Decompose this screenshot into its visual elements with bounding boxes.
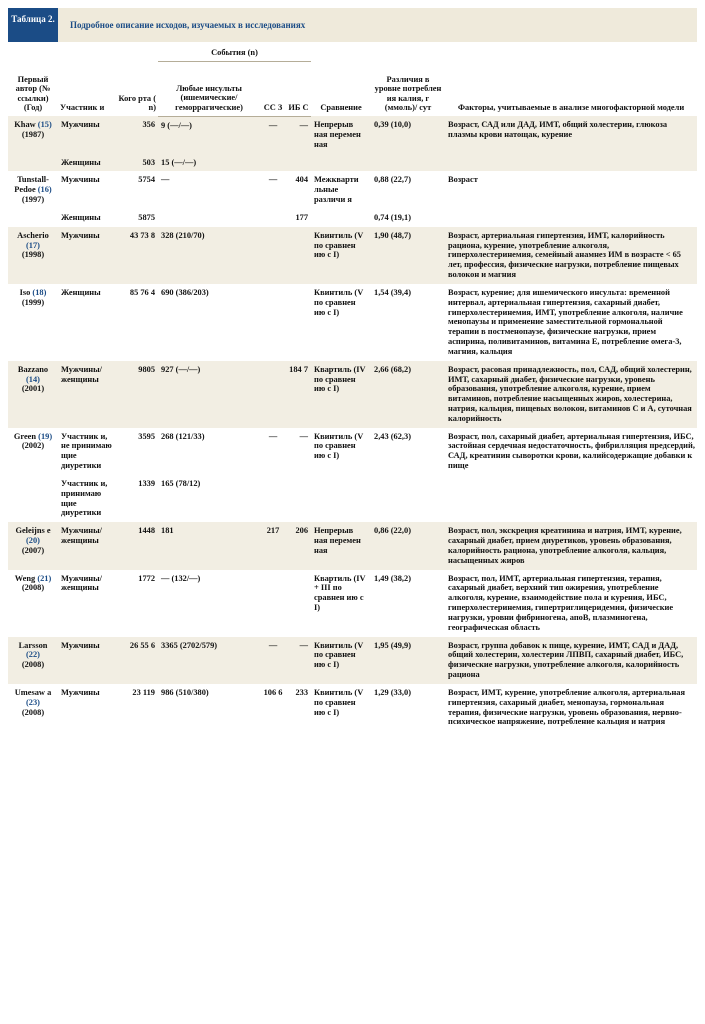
cell-participants <box>58 171 116 208</box>
cell-participants <box>58 154 116 172</box>
difference-text: 1,49 (38,2) <box>374 573 411 583</box>
difference-text: 0,86 (22,0) <box>374 526 411 536</box>
author-name: Khaw <box>14 120 36 130</box>
cell-chd <box>286 684 311 731</box>
cell-factors <box>445 428 697 475</box>
cell-stroke <box>158 116 260 153</box>
header-participants: Участник и <box>60 103 105 113</box>
factors-text: Возраст, курение; для ишемического инсульта: временной интервал, артериальная гипертензия, сахарный диабет, гиперхолестеринемия, ИМТ, употребление алкоголя, наличие менопаузы и применение заместительной гормональной терапии в постменопаузе, физические нагрузки, прием аспирина, поливитаминов, витамина Е, потребление омега-3, магния, кальция <box>448 287 683 356</box>
difference-text: 0,39 (10,0) <box>374 120 411 130</box>
cell-difference <box>371 684 445 731</box>
cell-stroke <box>158 570 260 637</box>
cell-author <box>8 284 58 361</box>
stroke-text: 3365 (2702/579) <box>161 640 218 650</box>
author-year: (2008) <box>21 660 45 670</box>
factors-text: Возраст, пол, экскреция креатинина и натрия, ИМТ, курение, сахарный диабет, прием диуретиков, уровень образования, калорийность рациона, употребление алкоголя, кальция, насыщенных жиров <box>448 526 682 565</box>
cell-participants <box>58 684 116 731</box>
cell-stroke <box>158 154 260 172</box>
cell-factors <box>445 171 697 208</box>
author-year: (2008) <box>21 707 45 717</box>
stroke-text: — <box>161 175 170 185</box>
participants-text: Участник и, принимаю щие диуретики <box>61 478 108 518</box>
cell-cohort <box>116 284 158 361</box>
factors-text: Возраст, расовая принадлежность, пол, САД, общий холестерин, ИМТ, сахарный диабет, физические нагрузки, уровень образования, употребление алкоголя, курение, прием витаминов, потребление насыщенных жиров, холестерина, натрия, кальция, пищевых волокон, витаминов С и А, суточная калорийность <box>448 364 692 423</box>
cell-chd <box>286 171 311 208</box>
cell-cvd <box>260 116 286 153</box>
cell-participants <box>58 428 116 475</box>
author-name: Tunstall-Pedoe <box>14 175 49 195</box>
cell-cvd <box>260 284 286 361</box>
cell-difference <box>371 227 445 284</box>
cell-comparison <box>311 171 371 208</box>
cell-author <box>8 522 58 569</box>
cell-difference <box>371 475 445 522</box>
table-row <box>8 684 697 731</box>
cohort-text: 503 <box>142 157 155 167</box>
cohort-text: 1772 <box>138 573 155 583</box>
cell-stroke <box>158 171 260 208</box>
table-row <box>8 637 697 684</box>
author-year: (2002) <box>21 441 45 451</box>
stroke-text: 181 <box>161 526 174 536</box>
cell-author <box>8 637 58 684</box>
table-row <box>8 570 697 637</box>
chd-text: — <box>299 431 308 441</box>
difference-text: 1,54 (39,4) <box>374 287 411 297</box>
author-name: Larsson <box>18 640 48 650</box>
cell-factors <box>445 116 697 153</box>
cell-stroke <box>158 227 260 284</box>
reference-link: (14) <box>26 374 40 384</box>
chd-text: 184 7 <box>289 364 308 374</box>
cell-participants <box>58 637 116 684</box>
stroke-text: 165 (78/12) <box>161 478 201 488</box>
cohort-text: 23 119 <box>132 687 155 697</box>
difference-text: 0,88 (22,7) <box>374 175 411 185</box>
participants-text: Мужчины/ женщины <box>61 364 102 384</box>
chd-text: 233 <box>295 687 308 697</box>
cell-difference <box>371 522 445 569</box>
cell-comparison <box>311 684 371 731</box>
comparison-text: Квартиль (IV по сравнен ию с I) <box>314 364 366 394</box>
author-year: (1998) <box>21 250 45 260</box>
cell-stroke <box>158 284 260 361</box>
author-name: Geleijns e <box>15 526 51 536</box>
table-row <box>8 171 697 208</box>
author-name: Ascherio <box>17 230 49 240</box>
cell-difference <box>371 154 445 172</box>
cell-stroke <box>158 428 260 475</box>
factors-text: Возраст <box>448 175 478 185</box>
cell-cohort <box>116 116 158 153</box>
author-year: (2007) <box>21 545 45 555</box>
cell-cohort <box>116 522 158 569</box>
stroke-text: 328 (210/70) <box>161 230 205 240</box>
cvd-text: — <box>268 175 278 185</box>
author-name: Weng <box>14 573 36 583</box>
cell-cohort <box>116 637 158 684</box>
cell-stroke <box>158 637 260 684</box>
table-row <box>8 227 697 284</box>
cell-factors <box>445 209 697 227</box>
cell-cvd <box>260 570 286 637</box>
cell-chd <box>286 361 311 428</box>
cell-cvd <box>260 361 286 428</box>
cell-chd <box>286 428 311 475</box>
cohort-text: 1448 <box>138 526 155 536</box>
cell-author <box>8 209 58 227</box>
cell-cvd <box>260 475 286 522</box>
author-name: Bazzano <box>17 364 49 374</box>
cell-participants <box>58 570 116 637</box>
cohort-text: 26 55 6 <box>129 640 155 650</box>
stroke-text: 986 (510/380) <box>161 687 209 697</box>
cell-cvd <box>260 428 286 475</box>
stroke-text: 690 (386/203) <box>161 287 209 297</box>
reference-link: (22) <box>26 650 40 660</box>
participants-text: Мужчины <box>61 120 100 130</box>
cell-comparison <box>311 284 371 361</box>
cell-cvd <box>260 522 286 569</box>
reference-link: (23) <box>26 697 40 707</box>
cell-author <box>8 570 58 637</box>
table-row <box>8 475 697 522</box>
header-stroke: Любые инсульты (ишемические/ геморрагические) <box>158 61 260 116</box>
participants-text: Женщины <box>61 157 101 167</box>
cell-stroke <box>158 475 260 522</box>
cell-chd <box>286 475 311 522</box>
cell-difference <box>371 209 445 227</box>
cell-author <box>8 154 58 172</box>
author-year: (1999) <box>21 297 45 307</box>
comparison-text: Квинтиль (V по сравнен ию с I) <box>314 431 364 461</box>
header-factors: Факторы, учитываемые в анализе многофакторной модели <box>457 103 685 113</box>
table-row <box>8 116 697 153</box>
chd-text: 404 <box>295 175 308 185</box>
cell-comparison <box>311 154 371 172</box>
cell-cohort <box>116 428 158 475</box>
author-name: Umesaw a <box>14 687 52 697</box>
participants-text: Мужчины/ женщины <box>61 526 102 546</box>
header-chd: ИБ С <box>286 61 311 116</box>
cvd-text: 106 6 <box>263 687 283 697</box>
cell-comparison <box>311 227 371 284</box>
factors-text: Возраст, пол, сахарный диабет, артериальная гипертензия, ИБС, застойная сердечная недостаточность, фибрилляция предсердий, САД, креатинин сыворотки крови, калийсодержащие добавки к пище <box>448 431 695 471</box>
comparison-text: Квинтиль (V по сравнен ию с I) <box>314 230 364 260</box>
difference-text: 1,29 (33,0) <box>374 687 411 697</box>
author-year: (1997) <box>21 195 45 205</box>
difference-text: 1,90 (48,7) <box>374 230 411 240</box>
cell-stroke <box>158 361 260 428</box>
reference-link: (18) <box>32 287 47 297</box>
cell-factors <box>445 475 697 522</box>
cell-stroke <box>158 209 260 227</box>
chd-text: 177 <box>295 212 308 222</box>
cell-author <box>8 475 58 522</box>
cvd-text: 217 <box>266 526 280 536</box>
header-difference: Различия в уровне потреблен ия калия, г (ммоль)/ сут <box>374 74 442 113</box>
comparison-text: Квинтиль (V по сравнен ию с I) <box>314 687 364 717</box>
cell-author <box>8 428 58 475</box>
stroke-text: 9 (—/—) <box>161 120 192 130</box>
cell-cvd <box>260 209 286 227</box>
cell-difference <box>371 637 445 684</box>
participants-text: Мужчины <box>61 230 100 240</box>
cell-participants <box>58 209 116 227</box>
cell-difference <box>371 284 445 361</box>
author-name: Green <box>13 431 37 441</box>
reference-link: (20) <box>26 536 40 546</box>
reference-link: (17) <box>26 240 40 250</box>
table-row <box>8 428 697 475</box>
cell-cohort <box>116 154 158 172</box>
cohort-text: 9805 <box>138 364 155 374</box>
stroke-text: 927 (—/—) <box>161 364 201 374</box>
cell-factors <box>445 284 697 361</box>
cell-stroke <box>158 684 260 731</box>
cell-difference <box>371 428 445 475</box>
comparison-text: Квартиль (IV + III по сравнен ию с I) <box>314 573 366 613</box>
cell-comparison <box>311 522 371 569</box>
cell-chd <box>286 116 311 153</box>
cohort-text: 356 <box>142 120 155 130</box>
participants-text: Мужчины/ женщины <box>61 573 102 593</box>
table-caption <box>8 8 697 42</box>
cohort-text: 3595 <box>138 431 155 441</box>
cell-chd <box>286 227 311 284</box>
header-comparison: Сравнение <box>320 103 362 113</box>
table-row <box>8 522 697 569</box>
cell-chd <box>286 570 311 637</box>
author-year: (1987) <box>21 129 45 139</box>
difference-text: 2,43 (62,3) <box>374 431 411 441</box>
cell-chd <box>286 154 311 172</box>
cell-cvd <box>260 684 286 731</box>
cell-cvd <box>260 171 286 208</box>
cell-cohort <box>116 209 158 227</box>
cell-factors <box>445 570 697 637</box>
cell-comparison <box>311 209 371 227</box>
cell-factors <box>445 522 697 569</box>
cell-author <box>8 171 58 208</box>
cell-comparison <box>311 361 371 428</box>
reference-link: (21) <box>37 573 52 583</box>
cell-participants <box>58 475 116 522</box>
comparison-text: Межкварти льные различи я <box>314 175 359 205</box>
cell-participants <box>58 361 116 428</box>
table-row <box>8 209 697 227</box>
comparison-text: Непрерыв ная перемен ная <box>314 526 361 555</box>
cohort-text: 5875 <box>138 212 155 222</box>
cell-participants <box>58 284 116 361</box>
reference-link: (16) <box>37 185 52 195</box>
cell-factors <box>445 227 697 284</box>
cell-cvd <box>260 227 286 284</box>
cohort-text: 85 76 4 <box>129 287 155 297</box>
factors-text: Возраст, ИМТ, курение, употребление алкоголя, артериальная гипертензия, сахарный диабет, менопауза, гормональная терапия, физические нагрузки, уровень образования, нервно-психическое напряжение, потребление кальция и натрия <box>448 687 686 727</box>
header-events: События (n) <box>158 48 311 61</box>
table-row <box>8 154 697 172</box>
comparison-text: Квинтиль (V по сравнен ию с I) <box>314 640 364 670</box>
participants-text: Женщины <box>61 212 101 222</box>
cell-difference <box>371 570 445 637</box>
cell-cvd <box>260 154 286 172</box>
outcomes-table <box>8 42 697 731</box>
cell-stroke <box>158 522 260 569</box>
cell-cohort <box>116 684 158 731</box>
cvd-text: — <box>268 640 278 650</box>
reference-link: (15) <box>37 120 52 130</box>
participants-text: Мужчины <box>61 640 100 650</box>
author-name: Iso <box>19 287 31 297</box>
header-author: Первый автор (№ ссылки) (Год) <box>15 74 51 113</box>
participants-text: Мужчины <box>61 687 100 697</box>
author-year: (2001) <box>21 384 45 394</box>
participants-text: Участник и, не принимаю щие диуретики <box>61 431 112 471</box>
chd-text: — <box>299 640 308 650</box>
cell-difference <box>371 171 445 208</box>
cell-participants <box>58 227 116 284</box>
cell-comparison <box>311 570 371 637</box>
factors-text: Возраст, САД или ДАД, ИМТ, общий холестерин, глюкоза плазмы крови натощак, курение <box>448 120 668 139</box>
header-cvd: СС З <box>260 61 286 116</box>
cell-author <box>8 116 58 153</box>
cell-difference <box>371 116 445 153</box>
cohort-text: 5754 <box>138 175 155 185</box>
cvd-text: — <box>268 120 278 130</box>
factors-text: Возраст, артериальная гипертензия, ИМТ, калорийность рациона, курение, употребление алкоголя, гиперхолестеринемия, семейный анамнез ИМ в возрасте < 65 лет, профессия, физические нагрузки, потребление пищевых волокон и магния <box>448 230 681 280</box>
cell-chd <box>286 637 311 684</box>
difference-text: 0,74 (19,1) <box>374 212 411 222</box>
cvd-text: — <box>268 431 278 441</box>
cell-author <box>8 684 58 731</box>
stroke-text: 268 (121/33) <box>161 431 205 441</box>
author-year: (2008) <box>21 583 45 593</box>
participants-text: Мужчины <box>61 175 100 185</box>
difference-text: 2,66 (68,2) <box>374 364 411 374</box>
cell-participants <box>58 522 116 569</box>
chd-text: 206 <box>295 526 308 536</box>
cell-participants <box>58 116 116 153</box>
cell-comparison <box>311 475 371 522</box>
reference-link: (19) <box>38 431 53 441</box>
cell-factors <box>445 684 697 731</box>
cell-chd <box>286 209 311 227</box>
chd-text: — <box>299 120 308 130</box>
stroke-text: — (132/—) <box>161 573 201 583</box>
cell-cohort <box>116 475 158 522</box>
stroke-text: 15 (—/—) <box>161 157 197 167</box>
cell-cvd <box>260 637 286 684</box>
cell-cohort <box>116 570 158 637</box>
cohort-text: 1339 <box>138 478 155 488</box>
cohort-text: 43 73 8 <box>129 230 155 240</box>
table-container <box>8 8 697 731</box>
header-cohort: Кого рта ( n) <box>118 93 156 113</box>
cell-comparison <box>311 116 371 153</box>
cell-cohort <box>116 171 158 208</box>
table-row <box>8 284 697 361</box>
cell-cohort <box>116 227 158 284</box>
comparison-text: Непрерыв ная перемен ная <box>314 120 361 149</box>
cell-author <box>8 361 58 428</box>
factors-text: Возраст, группа добавок к пище, курение, ИМТ, САД и ДАД, общий холестерин, холестерин ЛПВП, сахарный диабет, ИБС, физические нагрузки, употребление алкоголя, калорийность рациона <box>448 640 684 680</box>
cell-author <box>8 227 58 284</box>
cell-factors <box>445 154 697 172</box>
participants-text: Женщины <box>61 287 101 297</box>
table-title: Подробное описание исходов, изучаемых в исследованиях <box>70 20 306 30</box>
comparison-text: Квинтиль (V по сравнен ию с I) <box>314 287 364 317</box>
cell-comparison <box>311 637 371 684</box>
cell-chd <box>286 522 311 569</box>
table-label: Таблица 2. <box>8 8 58 42</box>
cell-cohort <box>116 361 158 428</box>
factors-text: Возраст, пол, ИМТ, артериальная гипертензия, терапия, сахарный диабет, верхний тип ожирения, употребление алкоголя, курение, взаимодействие пола и курения, ИБС, гиперхолестеринемия, гипертриглицеридемия, физические нагрузки, уровни фибриногена, апоВ, плазминогена, географическая область <box>448 573 674 632</box>
cell-chd <box>286 284 311 361</box>
table-body <box>8 116 697 731</box>
cell-comparison <box>311 428 371 475</box>
cell-factors <box>445 637 697 684</box>
table-row <box>8 361 697 428</box>
difference-text: 1,95 (49,9) <box>374 640 411 650</box>
cell-difference <box>371 361 445 428</box>
cell-factors <box>445 361 697 428</box>
